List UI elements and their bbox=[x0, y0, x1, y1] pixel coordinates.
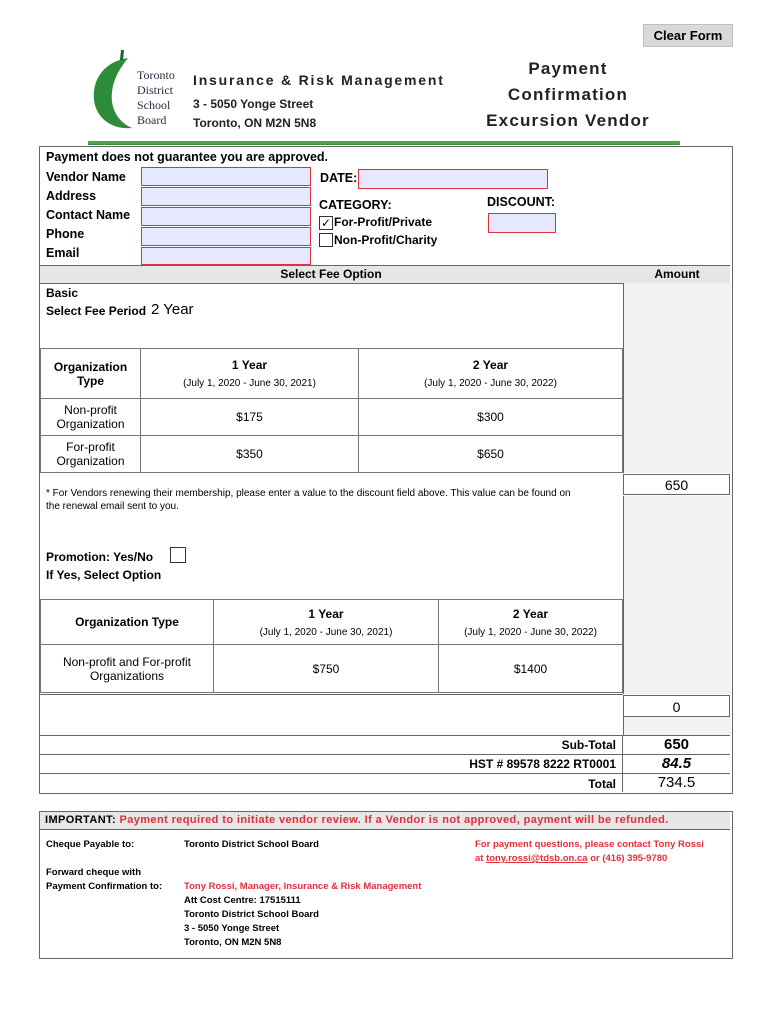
hst-label: HST # 89578 8222 RT0001 bbox=[469, 757, 616, 771]
org-address: 3 - 5050 Yonge Street Toronto, ON M2N 5N8 bbox=[193, 97, 317, 130]
clear-form-button[interactable]: Clear Form bbox=[643, 24, 733, 47]
t1-col2-header: 2 Year (July 1, 2020 - June 30, 2022) bbox=[358, 348, 623, 399]
fee-option-header: Select Fee Option bbox=[280, 267, 382, 281]
fee-period-select[interactable]: 2 Year bbox=[151, 301, 194, 318]
discount-field[interactable] bbox=[488, 213, 556, 233]
vendor-name-field[interactable] bbox=[141, 167, 311, 186]
contact-name-field[interactable] bbox=[141, 207, 311, 226]
hst-value: 84.5 bbox=[661, 755, 692, 772]
address-field[interactable] bbox=[141, 187, 311, 206]
total-value: 734.5 bbox=[657, 774, 696, 791]
amount-column-3 bbox=[623, 717, 731, 735]
cheque-payable-label: Cheque Payable to: bbox=[46, 839, 135, 850]
t2-col2-header: 2 Year (July 1, 2020 - June 30, 2022) bbox=[438, 599, 623, 645]
date-field[interactable] bbox=[358, 169, 548, 189]
subtotal-value: 650 bbox=[663, 736, 690, 753]
t1-col1-header: 1 Year (July 1, 2020 - June 30, 2021) bbox=[140, 348, 359, 399]
subtotal-label: Sub-Total bbox=[561, 738, 616, 752]
category-label: CATEGORY: bbox=[319, 198, 392, 212]
t1-row2-y1: $350 bbox=[140, 435, 359, 473]
email-field[interactable] bbox=[141, 247, 311, 265]
for-profit-label: For-Profit/Private bbox=[334, 215, 433, 229]
promotion-select-label: If Yes, Select Option bbox=[46, 568, 162, 582]
contact-email-link[interactable]: tony.rossi@tdsb.on.ca bbox=[486, 853, 588, 864]
t2-org-type-header: Organization Type bbox=[40, 599, 214, 645]
org-name: Insurance & Risk Management bbox=[193, 72, 445, 88]
non-profit-checkbox[interactable] bbox=[319, 233, 333, 247]
phone-label: Phone bbox=[46, 227, 85, 241]
forward-label: Forward cheque with Payment Confirmation to: bbox=[46, 867, 163, 892]
address-label: Address bbox=[46, 189, 97, 203]
cheque-payable-value: Toronto District School Board bbox=[184, 839, 319, 850]
t1-row1-y2: $300 bbox=[358, 398, 623, 436]
amount-column-1 bbox=[623, 283, 731, 473]
basic-label: Basic bbox=[46, 286, 79, 300]
amount-header: Amount bbox=[654, 267, 700, 281]
for-profit-checkbox[interactable]: ✓ bbox=[320, 216, 332, 230]
notice-text: Payment does not guarantee you are approved. bbox=[46, 150, 329, 164]
t1-row2-type: For-profit Organization bbox=[40, 435, 141, 473]
total-label: Total bbox=[588, 777, 616, 791]
promotion-checkbox[interactable] bbox=[170, 547, 186, 563]
t2-row-y1: $750 bbox=[213, 644, 439, 693]
important-notice: IMPORTANT: Payment required to initiate vendor review. If a Vendor is not approved, payment will be refunded. bbox=[45, 814, 669, 826]
date-label: DATE: bbox=[320, 171, 358, 185]
forward-address: Tony Rossi, Manager, Insurance & Risk Management Att Cost Centre: 17515111 Toronto District School Board 3 - 5050 Yonge Street Toronto, ON M2N 5N8 bbox=[184, 881, 422, 948]
t1-org-type-header: Organization Type bbox=[40, 348, 141, 399]
logo-text: Toronto District School Board bbox=[137, 68, 175, 127]
renewal-footnote: * For Vendors renewing their membership, please enter a value to the discount field above. This value can be found on the renewal email sent to you. bbox=[46, 488, 571, 512]
vendor-name-label: Vendor Name bbox=[46, 170, 126, 184]
payment-questions: For payment questions, please contact Tony Rossi at tony.rossi@tdsb.on.ca or (416) 395-9780 bbox=[475, 839, 704, 864]
amount-2-field[interactable]: 0 bbox=[623, 695, 730, 717]
t2-col1-header: 1 Year (July 1, 2020 - June 30, 2021) bbox=[213, 599, 439, 645]
green-divider bbox=[88, 141, 680, 145]
amount-1-field[interactable]: 650 bbox=[623, 474, 730, 495]
t2-row-type: Non-profit and For-profit Organizations bbox=[40, 644, 214, 693]
row-divider bbox=[40, 694, 623, 695]
non-profit-label: Non-Profit/Charity bbox=[334, 233, 438, 247]
email-label: Email bbox=[46, 246, 80, 260]
promotion-label: Promotion: Yes/No bbox=[46, 550, 154, 564]
discount-label: DISCOUNT: bbox=[487, 195, 556, 209]
t2-row-y2: $1400 bbox=[438, 644, 623, 693]
t1-row1-y1: $175 bbox=[140, 398, 359, 436]
fee-period-label: Select Fee Period bbox=[46, 304, 147, 318]
t1-row2-y2: $650 bbox=[358, 435, 623, 473]
amount-column-2 bbox=[623, 496, 731, 694]
t1-row1-type: Non-profit Organization bbox=[40, 398, 141, 436]
form-title: Payment Confirmation Excursion Vendor bbox=[486, 59, 650, 130]
contact-name-label: Contact Name bbox=[46, 208, 131, 222]
phone-field[interactable] bbox=[141, 227, 311, 246]
